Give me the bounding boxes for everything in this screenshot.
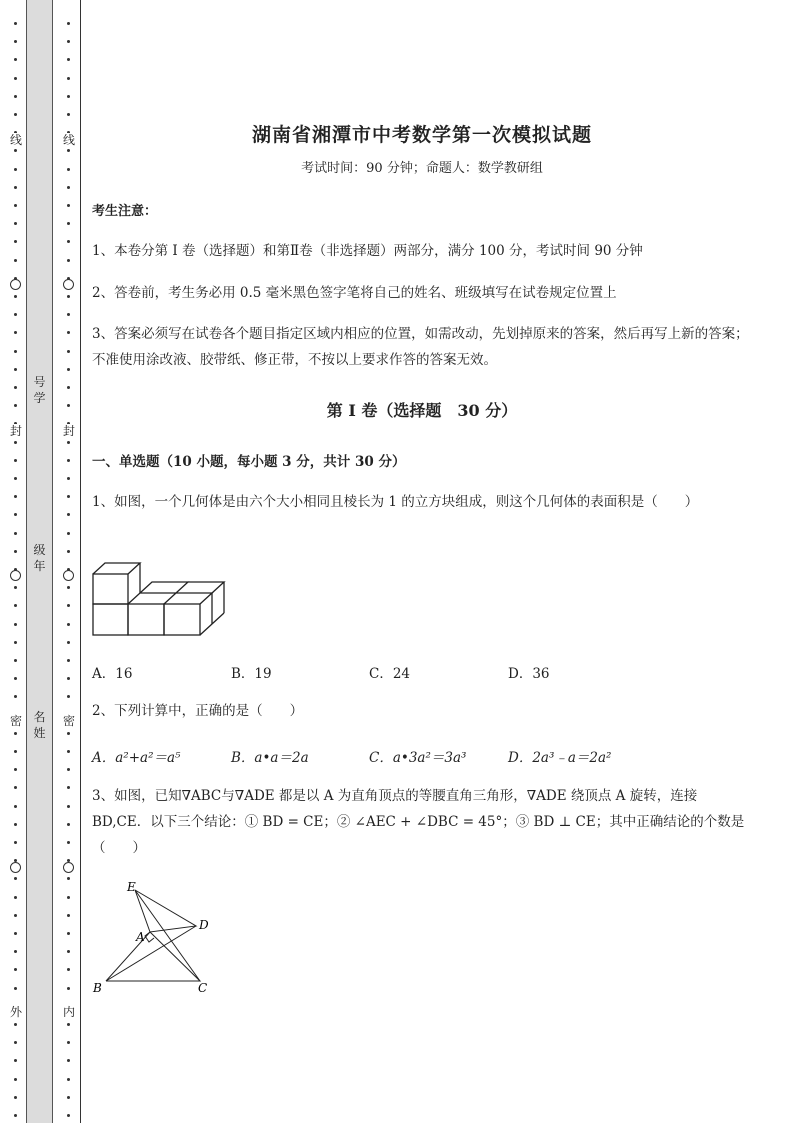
margin-dot: [67, 659, 70, 662]
margin-dot: [67, 750, 70, 753]
margin-dot: [14, 113, 17, 116]
margin-dot: [67, 222, 70, 225]
margin-dot: [67, 186, 70, 189]
margin-rule: [80, 0, 81, 1123]
margin-dot: [14, 204, 17, 207]
margin-circle: [63, 862, 74, 873]
margin-dot: [67, 313, 70, 316]
option-b[interactable]: B．a•a＝2a: [231, 750, 309, 766]
margin-dot: [14, 350, 17, 353]
option-a[interactable]: A．16: [92, 666, 133, 682]
margin-dot: [14, 659, 17, 662]
margin-dot: [67, 477, 70, 480]
margin-dot: [67, 295, 70, 298]
margin-dot: [67, 95, 70, 98]
margin-dot: [14, 950, 17, 953]
margin-circle: [10, 862, 21, 873]
margin-dot: [67, 550, 70, 553]
notes-heading: 考生注意：: [92, 204, 158, 219]
margin-dot: [14, 513, 17, 516]
margin-dot: [67, 968, 70, 971]
margin-dot: [67, 495, 70, 498]
margin-dot: [14, 604, 17, 607]
margin-dot: [14, 58, 17, 61]
margin-mark-mi: 密: [62, 714, 75, 728]
margin-dot: [67, 386, 70, 389]
margin-dot: [67, 641, 70, 644]
margin-dot: [14, 259, 17, 262]
margin-mark-xian: 线: [62, 133, 75, 147]
exam-title: 湖南省湘潭市中考数学第一次模拟试题: [251, 124, 592, 146]
margin-dot: [14, 1114, 17, 1117]
margin-dot: [67, 896, 70, 899]
margin-dot: [67, 805, 70, 808]
margin-circle: [10, 570, 21, 581]
margin-dot: [14, 896, 17, 899]
question-2-stem: 2、下列计算中，正确的是（ ）: [92, 703, 304, 719]
margin-dot: [14, 841, 17, 844]
margin-dot: [14, 1041, 17, 1044]
margin-mark-wai: 外: [9, 1005, 22, 1019]
margin-dot: [67, 1041, 70, 1044]
margin-dot: [67, 604, 70, 607]
margin-circle: [63, 279, 74, 290]
margin-dot: [67, 987, 70, 990]
option-a[interactable]: A．a²+a²＝a⁵: [92, 750, 181, 766]
label-d: D: [199, 918, 209, 932]
option-d[interactable]: D．36: [508, 666, 550, 682]
margin-circle: [10, 279, 21, 290]
margin-dot: [14, 768, 17, 771]
margin-dot: [67, 732, 70, 735]
margin-circle: [63, 570, 74, 581]
margin-dot: [14, 22, 17, 25]
inner-dotted-line: [61, 0, 77, 1123]
margin-dot: [14, 823, 17, 826]
margin-dot: [67, 204, 70, 207]
margin-dot: [67, 695, 70, 698]
margin-dot: [14, 641, 17, 644]
margin-dot: [67, 77, 70, 80]
label-b: B: [93, 981, 102, 995]
question-1-stem: 1、如图，一个几何体是由六个大小相同且棱长为 1 的立方块组成，则这个几何体的表面积是（ ）: [92, 494, 699, 510]
margin-dot: [67, 1114, 70, 1117]
margin-dot: [67, 586, 70, 589]
margin-dot: [14, 77, 17, 80]
margin-dot: [14, 368, 17, 371]
margin-dot: [14, 477, 17, 480]
margin-dot: [67, 1059, 70, 1062]
margin-dot: [14, 168, 17, 171]
margin-dot: [14, 40, 17, 43]
margin-dot: [67, 113, 70, 116]
margin-dot: [67, 168, 70, 171]
margin-dot: [14, 987, 17, 990]
margin-dot: [14, 1096, 17, 1099]
margin-dot: [14, 441, 17, 444]
margin-dot: [67, 1096, 70, 1099]
student-id-label: 号 学: [33, 375, 46, 405]
margin-dot: [14, 240, 17, 243]
margin-dot: [67, 404, 70, 407]
margin-dot: [14, 677, 17, 680]
outer-dotted-line: [8, 0, 24, 1123]
margin-dot: [67, 22, 70, 25]
margin-dot: [67, 914, 70, 917]
margin-dot: [14, 222, 17, 225]
margin-dot: [67, 331, 70, 334]
margin-dot: [14, 550, 17, 553]
margin-dot: [14, 1023, 17, 1026]
margin-dot: [67, 532, 70, 535]
margin-dot: [67, 1078, 70, 1081]
margin-dot: [67, 58, 70, 61]
margin-dot: [67, 823, 70, 826]
margin-mark-mi: 密: [9, 714, 22, 728]
margin-dot: [67, 350, 70, 353]
margin-dot: [67, 623, 70, 626]
margin-dot: [14, 95, 17, 98]
margin-dot: [14, 805, 17, 808]
section-title: 第 I 卷（选择题 30 分）: [326, 401, 518, 420]
margin-dot: [67, 677, 70, 680]
margin-dot: [67, 240, 70, 243]
margin-dot: [14, 1078, 17, 1081]
margin-dot: [67, 459, 70, 462]
margin-dot: [67, 768, 70, 771]
margin-dot: [14, 932, 17, 935]
margin-dot: [14, 313, 17, 316]
label-c: C: [198, 981, 208, 995]
name-label: 名 姓: [33, 710, 46, 740]
label-a: A: [136, 930, 145, 944]
margin-dot: [14, 586, 17, 589]
margin-dot: [67, 368, 70, 371]
margin-dot: [14, 459, 17, 462]
option-c[interactable]: C．a•3a²＝3a³: [369, 750, 467, 766]
exam-subtitle: 考试时间：90 分钟；命题人：数学教研组: [301, 161, 543, 176]
option-b[interactable]: B．19: [231, 666, 272, 682]
grade-label: 级 年: [33, 543, 46, 573]
option-d[interactable]: D．2a³﹣a＝2a²: [508, 750, 612, 766]
margin-dot: [67, 513, 70, 516]
margin-mark-feng: 封: [9, 424, 22, 438]
margin-dot: [14, 404, 17, 407]
part-title: 一、单选题（10 小题，每小题 3 分，共计 30 分）: [92, 454, 406, 470]
margin-dot: [14, 877, 17, 880]
margin-dot: [67, 841, 70, 844]
margin-dot: [67, 441, 70, 444]
note-item: 2、答卷前，考生务必用 0.5 毫米黑色签字笔将自己的姓名、班级填写在试卷规定位置上: [92, 285, 617, 301]
margin-dot: [14, 495, 17, 498]
margin-dot: [14, 968, 17, 971]
option-c[interactable]: C．24: [369, 666, 411, 682]
margin-dot: [14, 1059, 17, 1062]
margin-dot: [67, 786, 70, 789]
margin-mark-feng: 封: [62, 424, 75, 438]
margin-dot: [14, 295, 17, 298]
margin-dot: [14, 386, 17, 389]
triangle-figure: [92, 878, 222, 998]
cube-figure: [92, 560, 232, 640]
margin-dot: [14, 695, 17, 698]
note-item: 3、答案必须写在试卷各个题目指定区域内相应的位置，如需改动，先划掉原来的答案，然后再写上新的答案；不准使用涂改液、胶带纸、修正带，不按以上要求作答的答案无效。: [92, 326, 749, 368]
margin-mark-xian: 线: [9, 133, 22, 147]
margin-dot: [14, 786, 17, 789]
margin-dot: [14, 750, 17, 753]
margin-dot: [14, 914, 17, 917]
margin-mark-nei: 内: [62, 1005, 75, 1019]
margin-dot: [67, 1023, 70, 1026]
note-item: 1、本卷分第 I 卷（选择题）和第Ⅱ卷（非选择题）两部分，满分 100 分，考试时间 90 分钟: [92, 243, 643, 259]
margin-dot: [67, 149, 70, 152]
margin-dot: [14, 732, 17, 735]
margin-dot: [67, 932, 70, 935]
label-e: E: [127, 880, 136, 894]
margin-dot: [67, 259, 70, 262]
margin-dot: [67, 40, 70, 43]
margin-dot: [14, 331, 17, 334]
margin-dot: [14, 149, 17, 152]
margin-dot: [14, 532, 17, 535]
margin-dot: [14, 186, 17, 189]
question-3-stem: 3、如图，已知∇ABC与∇ADE 都是以 A 为直角顶点的等腰直角三角形，∇ADE 绕顶点 A 旋转，连接 BD,CE．以下三个结论：① BD = CE；② ∠AEC + ∠DBC = 45°；③ BD ⊥ CE；其中正确结论的个数是（ ）: [92, 788, 745, 856]
margin-dot: [14, 623, 17, 626]
margin-dot: [67, 950, 70, 953]
margin-dot: [67, 877, 70, 880]
